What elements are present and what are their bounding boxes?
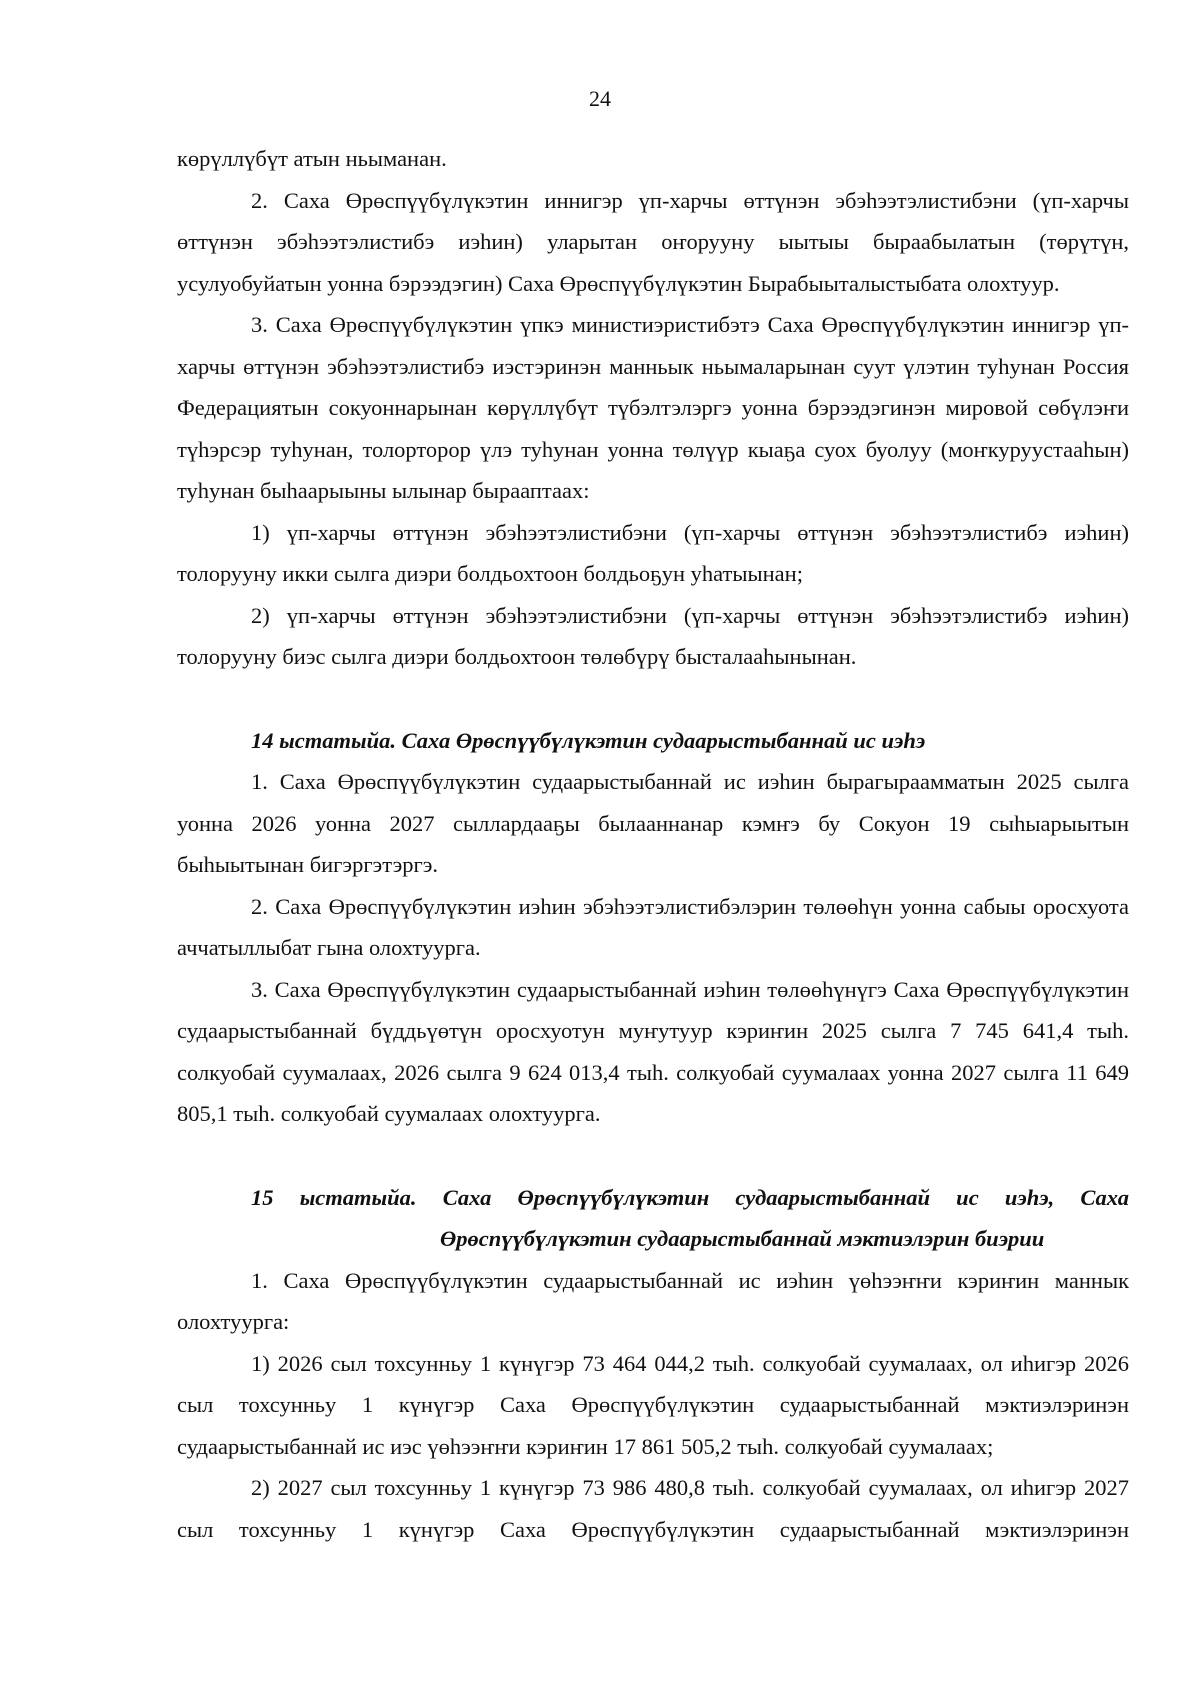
- list-item: 2) үп-харчы өттүнэн эбэһээтэлистибэни (үп-харчы өттүнэн эбэһээтэлистибэ иэһин) толорууну биэс сылга диэри болдьохтоон төлөбүрү бысталааһынынан.: [177, 602, 1129, 669]
- list-item: 1) 2026 сыл тохсунньу 1 күнүгэр 73 464 044,2 тыһ. солкуобай суумалаах, ол иһигэр 2026 сыл тохсунньу 1 күнүгэр Саха Өрөспүүбүлүкэтин судаарыстыбаннай мэктиэлэринэн судаарыстыбаннай ис иэс үөһээҥҥи кэриҥин 17 861 505,2 тыһ. солкуобай суумалаах;: [177, 1350, 1129, 1459]
- list-item: 2) 2027 сыл тохсунньу 1 күнүгэр 73 986 480,8 тыһ. солкуобай суумалаах, ол иһигэр 2027 сыл тохсунньу 1 күнүгэр Саха Өрөспүүбүлүкэтин судаарыстыбаннай мэктиэлэринэн: [177, 1475, 1129, 1542]
- article-heading-line: 15 ыстатыйа. Саха Өрөспүүбүлүкэтин судаарыстыбаннай ис иэһэ, Саха: [251, 1184, 1129, 1210]
- paragraph-continuation: көрүллүбүт атын ньыманан.: [177, 146, 447, 171]
- paragraph: 2. Саха Өрөспүүбүлүкэтин иэһин эбэһээтэлистибэлэрин төлөөһүн уонна сабыы оросхуота аччатыллыбат гына олохтуурга.: [177, 893, 1129, 960]
- article-heading-line: Өрөспүүбүлүкэтин судаарыстыбаннай мэктиэлэрин биэрии: [440, 1226, 1045, 1251]
- paragraph: 2. Саха Өрөспүүбүлүкэтин иннигэр үп-харчы өттүнэн эбэһээтэлистибэни (үп-харчы өттүнэн эбэһээтэлистибэ иэһин) уларытан оҥорууну ыытыы быраабылатын (төрүтүн, усулуобуйатын уонна бэрээдэгин) Саха Өрөспүүбүлүкэтин Бырабыыталыстыбата олохтуур.: [177, 187, 1129, 296]
- document-body: [177, 138, 1129, 1550]
- page-number: 24: [589, 86, 611, 111]
- article-heading: 14 ыстатыйа. Саха Өрөспүүбүлүкэтин судаарыстыбаннай ис иэһэ: [251, 727, 926, 753]
- paragraph: 1. Саха Өрөспүүбүлүкэтин судаарыстыбаннай ис иэһин үөһээҥҥи кэриҥин маннык олохтуурга:: [177, 1267, 1129, 1334]
- article-heading: [177, 1177, 1129, 1260]
- paragraph: 3. Саха Өрөспүүбүлүкэтин судаарыстыбаннай иэһин төлөөһүнүгэ Саха Өрөспүүбүлүкэтин судаарыстыбаннай бүддьүөтүн оросхуотун муҥутуур кэриҥин 2025 сылга 7 745 641,4 тыһ. солкуобай суумалаах, 2026 сылга 9 624 013,4 тыһ. солкуобай суумалаах уонна 2027 сылга 11 649 805,1 тыһ. солкуобай суумалаах олохтуурга.: [177, 976, 1129, 1126]
- list-item: 1) үп-харчы өттүнэн эбэһээтэлистибэни (үп-харчы өттүнэн эбэһээтэлистибэ иэһин) толорууну икки сылга диэри болдьохтоон болдьоҕун уһатыынан;: [177, 519, 1129, 586]
- paragraph: 3. Саха Өрөспүүбүлүкэтин үпкэ министиэристибэтэ Саха Өрөспүүбүлүкэтин иннигэр үп-харчы өттүнэн эбэһээтэлистибэ иэстэринэн манньык ньымаларынан суут үлэтин туһунан Россия Федерациятын сокуоннарынан көрүллүбүт түбэлтэлэргэ уонна бэрээдэгинэн мировой сөбүлэҥи түһэрсэр туһунан, толорторор үлэ туһунан уонна төлүүр кыаҕа суох буолуу (моҥкуруустааһын) туһунан быһаарыыны ылынар бырааптаах:: [177, 312, 1129, 503]
- paragraph: 1. Саха Өрөспүүбүлүкэтин судаарыстыбаннай ис иэһин бырагыраамматын 2025 сылга уонна 2026 уонна 2027 сыллардааҕы былааннанар кэмҥэ бу Сокуон 19 сыһыарыытын быһыытынан бигэргэтэргэ.: [177, 769, 1129, 877]
